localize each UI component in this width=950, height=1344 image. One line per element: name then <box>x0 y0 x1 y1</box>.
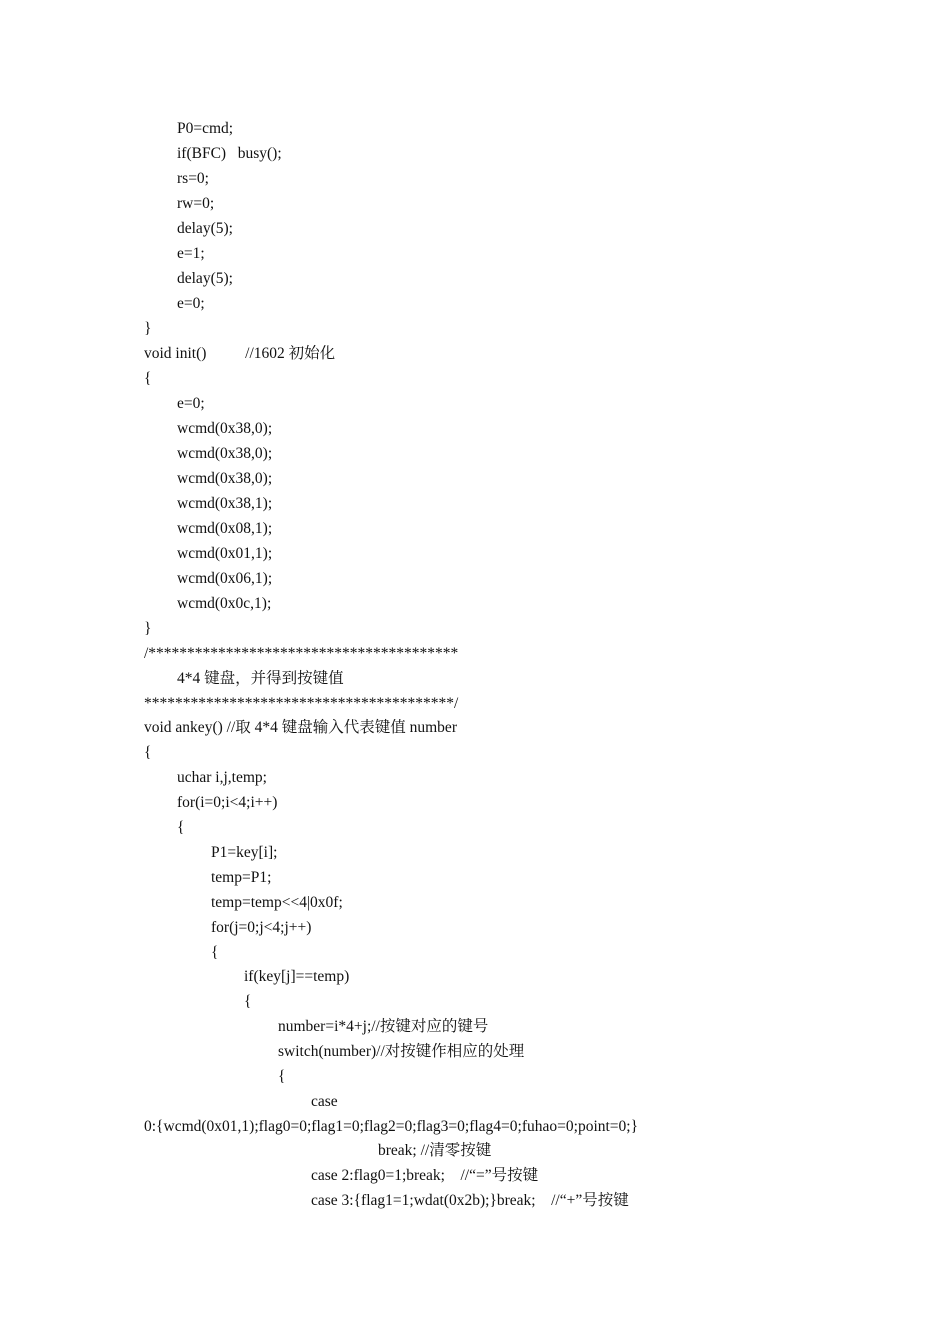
code-line: rs=0; <box>177 170 209 187</box>
code-line: delay(5); <box>177 220 233 237</box>
code-line: P1=key[i]; <box>211 844 278 861</box>
code-line: wcmd(0x38,1); <box>177 495 273 512</box>
code-line: case <box>311 1093 338 1110</box>
code-line: wcmd(0x0c,1); <box>177 595 272 612</box>
code-line: e=0; <box>177 395 205 412</box>
code-line: case 2:flag0=1;break; //“=”号按键 <box>311 1167 539 1184</box>
code-line: { <box>144 744 152 761</box>
code-line: } <box>144 620 152 637</box>
code-line: void ankey() //取 4*4 键盘输入代表键值 number <box>144 719 457 736</box>
code-line: switch(number)//对按键作相应的处理 <box>278 1043 525 1060</box>
code-line: temp=P1; <box>211 869 272 886</box>
code-line: { <box>278 1068 286 1085</box>
code-line: uchar i,j,temp; <box>177 769 267 786</box>
code-line: { <box>177 819 185 836</box>
code-line: if(key[j]==temp) <box>244 968 350 985</box>
code-line: { <box>144 370 152 387</box>
code-line: for(i=0;i<4;i++) <box>177 794 278 811</box>
code-line: { <box>244 993 252 1010</box>
code-line: for(j=0;j<4;j++) <box>211 919 312 936</box>
code-line: delay(5); <box>177 270 233 287</box>
code-line: e=0; <box>177 295 205 312</box>
code-line: wcmd(0x38,0); <box>177 470 273 487</box>
code-line: rw=0; <box>177 195 215 212</box>
code-line: wcmd(0x38,0); <box>177 445 273 462</box>
comment-line: ****************************************/ <box>144 695 459 712</box>
code-line: wcmd(0x38,0); <box>177 420 273 437</box>
code-line: if(BFC) busy(); <box>177 145 282 162</box>
code-line: 0:{wcmd(0x01,1);flag0=0;flag1=0;flag2=0;flag3=0;flag4=0;fuhao=0;point=0;} <box>144 1118 639 1135</box>
code-line: P0=cmd; <box>177 120 234 137</box>
code-line: e=1; <box>177 245 205 262</box>
code-line: break; //清零按键 <box>378 1142 492 1159</box>
comment-line: 4*4 键盘，并得到按键值 <box>177 670 344 687</box>
comment-line: /**************************************** <box>144 645 459 662</box>
code-line: temp=temp<<4|0x0f; <box>211 894 343 911</box>
code-line: wcmd(0x08,1); <box>177 520 273 537</box>
code-line: void init() //1602 初始化 <box>144 345 336 362</box>
code-line: wcmd(0x01,1); <box>177 545 273 562</box>
code-line: case 3:{flag1=1;wdat(0x2b);}break; //“+”号按键 <box>311 1192 629 1209</box>
code-line: } <box>144 320 152 337</box>
code-line: { <box>211 944 219 961</box>
code-line: wcmd(0x06,1); <box>177 570 273 587</box>
code-line: number=i*4+j;//按键对应的键号 <box>278 1018 489 1035</box>
